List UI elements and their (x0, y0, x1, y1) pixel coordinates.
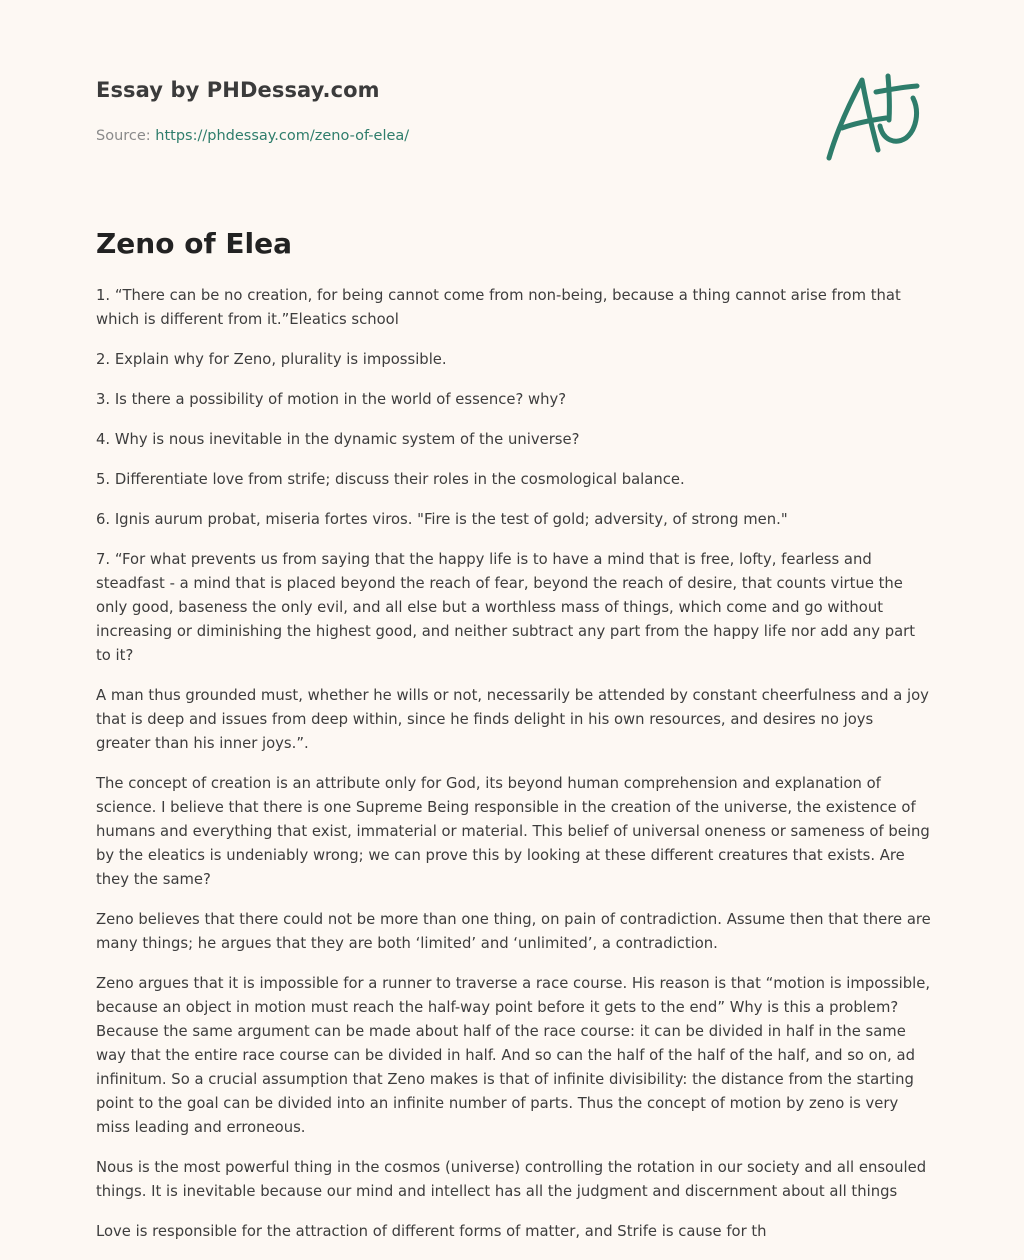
paragraph: Love is responsible for the attraction of different forms of matter, and Strife is cause for th (96, 1223, 767, 1240)
paragraph: 3. Is there a possibility of motion in the world of essence? why? (96, 391, 567, 408)
brand-title: Essay by PHDessay.com (96, 78, 380, 102)
source-line (96, 126, 928, 146)
article-body (96, 284, 932, 1260)
paragraph: Zeno believes that there could not be more than one thing, on pain of contradiction. Assume then that there are many things; he argues that they are both ‘limited’ and ‘unlimited’, a contradiction. (96, 911, 931, 952)
paragraph: Nous is the most powerful thing in the cosmos (universe) controlling the rotation in our society and all ensouled things. It is inevitable because our mind and intellect has all the judgment and discernment about all things (96, 1159, 927, 1200)
page-header (96, 76, 928, 146)
paragraph: Zeno argues that it is impossible for a runner to traverse a race course. His reason is that “motion is impossible, because an object in motion must reach the half-way point before it gets to the end” Why is this a problem? Because the same argument can be made about half of the race course: it can be divided in half in the same way that the entire race course can be divided in half. And so can the half of the half of the half, and so on, ad infinitum. So a crucial assumption that Zeno makes is that of infinite divisibility: the distance from the starting point to the goal can be divided into an infinite number of parts. Thus the concept of motion by zeno is very miss leading and erroneous. (96, 975, 931, 1136)
paragraph: 4. Why is nous inevitable in the dynamic system of the universe? (96, 431, 580, 448)
paragraph: The concept of creation is an attribute only for God, its beyond human comprehension and explanation of science. I believe that there is one Supreme Being responsible in the creation of the universe, the existence of humans and everything that exist, immaterial or material. This belief of universal oneness or sameness of being by the eleatics is undeniably wrong; we can prove this by looking at these different creatures that exists. Are they the same? (96, 775, 930, 888)
a-plus-logo-icon (822, 68, 926, 164)
source-label: Source: (96, 128, 151, 144)
paragraph: 5. Differentiate love from strife; discuss their roles in the cosmological balance. (96, 471, 685, 488)
paragraph: 2. Explain why for Zeno, plurality is impossible. (96, 351, 447, 368)
article-title: Zeno of Elea (96, 227, 292, 260)
paragraph: 1. “There can be no creation, for being cannot come from non-being, because a thing cannot arise from that which is different from it.”Eleatics school (96, 287, 901, 328)
source-link[interactable]: https://phdessay.com/zeno-of-elea/ (155, 128, 410, 144)
paragraph: 7. “For what prevents us from saying that the happy life is to have a mind that is free, lofty, fearless and steadfast - a mind that is placed beyond the reach of fear, beyond the reach of desire, that counts virtue the only good, baseness the only evil, and all else but a worthless mass of things, which come and go without increasing or diminishing the highest good, and neither subtract any part from the happy life nor add any part to it? (96, 551, 916, 664)
paragraph: 6. Ignis aurum probat, miseria fortes viros. "Fire is the test of gold; adversity, of strong men." (96, 511, 788, 528)
paragraph: A man thus grounded must, whether he wills or not, necessarily be attended by constant cheerfulness and a joy that is deep and issues from deep within, since he finds delight in his own resources, and desires no joys greater than his inner joys.”. (96, 687, 929, 752)
